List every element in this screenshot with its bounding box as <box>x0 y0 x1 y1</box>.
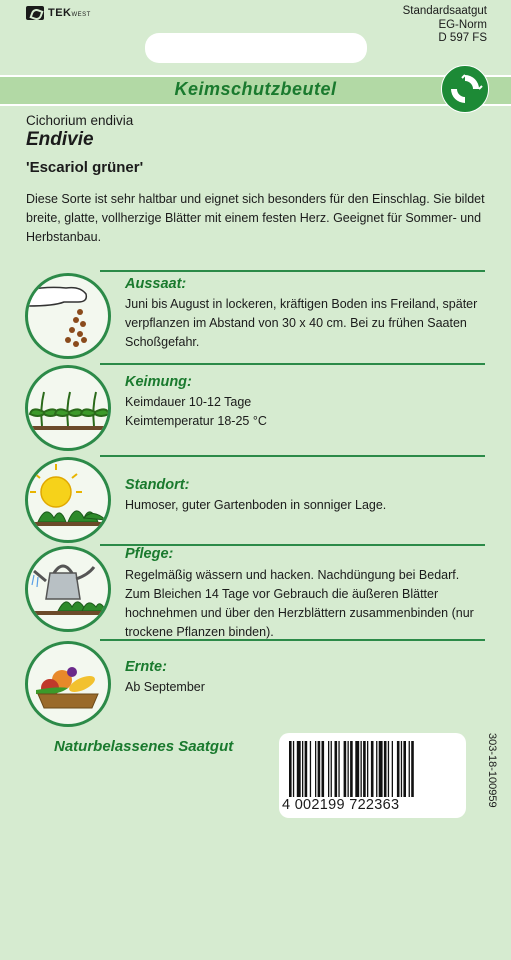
band-title: Keimschutzbeutel <box>174 79 337 99</box>
barcode-bar <box>384 741 387 797</box>
sun-plants-icon <box>25 457 111 543</box>
section-text-pflege: Regelmäßig wässern und hacken. Nachdüngung bei Bedarf. Zum Bleichen 14 Tage vor Gebrauch die äußeren Blätter hochnehmen und über den Herzblättern zusammenbinden (nur trockene Pflanzen binden). <box>125 568 474 639</box>
barcode-bar <box>318 741 321 797</box>
section-text-ernte: Ab September <box>125 680 205 694</box>
barcode-bar <box>297 741 301 797</box>
barcode-bar <box>350 741 353 797</box>
barcode-bar <box>302 741 303 797</box>
section-title-ernte: Ernte: <box>125 659 167 675</box>
brand-logo <box>26 5 91 21</box>
barcode-bar <box>376 741 377 797</box>
barcode-bar <box>305 741 308 797</box>
leaf-logo-icon <box>26 6 44 20</box>
barcode-bar <box>348 741 349 797</box>
barcode-bar <box>361 741 362 797</box>
description: Diese Sorte ist sehr haltbar und eignet sich besonders für den Einschlag. Sie bildet breite, glatte, vollherzige Blätter mit einem festen Herz. Geeignet für Sommer- und Herbstanbau. <box>26 192 485 244</box>
norm-line-3: D 597 FS <box>438 32 487 44</box>
latin-name: Cichorium endivia <box>26 113 134 128</box>
barcode-bar <box>363 741 366 797</box>
barcode-bar <box>379 741 383 797</box>
brand-name: TEK <box>48 7 72 19</box>
barcode-bar <box>355 741 359 797</box>
barcode-bar <box>401 741 402 797</box>
barcode-bar <box>338 741 339 797</box>
barcode-bar <box>344 741 347 797</box>
section-title-keimung: Keimung: <box>125 374 192 390</box>
footer-slogan: Naturbelassenes Saatgut <box>54 738 234 755</box>
seedlings-icon <box>25 365 111 451</box>
section-divider <box>100 455 485 457</box>
green-dot-icon <box>441 65 489 113</box>
section-divider <box>100 270 485 272</box>
barcode-bar <box>322 741 325 797</box>
barcode-bar <box>367 741 368 797</box>
harvest-basket-icon <box>25 641 111 727</box>
barcode-bar <box>328 741 329 797</box>
sowing-hand-icon <box>25 273 111 359</box>
barcode-bar <box>392 741 393 797</box>
species-name: Endivie <box>26 129 94 150</box>
section-divider <box>100 363 485 365</box>
barcode-bar <box>310 741 311 797</box>
section-title-pflege: Pflege: <box>125 546 174 562</box>
barcode-bar <box>293 741 294 797</box>
barcode-number: 4 002199 722363 <box>282 797 400 813</box>
barcode-bar <box>411 741 414 797</box>
section-text-aussaat: Juni bis August in lockeren, kräftigen Boden ins Freiland, später verpflanzen im Abstand von 30 x 40 cm. Bei zu frühen Saaten Schoßgefahr. <box>125 297 478 349</box>
barcode-bars <box>279 735 466 805</box>
blank-label-field <box>145 33 367 63</box>
section-text-standort: Humoser, guter Gartenboden in sonniger Lage. <box>125 498 387 512</box>
norm-line-2: EG-Norm <box>438 18 487 31</box>
barcode-bar <box>335 741 338 797</box>
section-divider <box>100 639 485 641</box>
variety-name: 'Escariol grüner' <box>26 159 144 176</box>
brand-suffix: WEST <box>71 12 91 18</box>
barcode-bar <box>397 741 400 797</box>
product-code: 303-18-100959 <box>486 733 498 808</box>
watering-can-icon <box>25 546 111 632</box>
section-title-standort: Standort: <box>125 477 190 493</box>
barcode-bar <box>409 741 410 797</box>
section-text-keimung: Keimdauer 10-12 Tage Keimtemperatur 18-25 °C <box>125 395 267 428</box>
barcode-bar <box>371 741 374 797</box>
barcode-bar <box>388 741 389 797</box>
barcode-bar <box>403 741 406 797</box>
barcode-bar <box>289 741 292 797</box>
barcode-bar <box>331 741 332 797</box>
norm-line-1: Standardsaatgut <box>402 5 487 17</box>
standard-norm <box>403 5 487 46</box>
section-title-aussaat: Aussaat: <box>125 276 187 292</box>
barcode-bar <box>315 741 316 797</box>
